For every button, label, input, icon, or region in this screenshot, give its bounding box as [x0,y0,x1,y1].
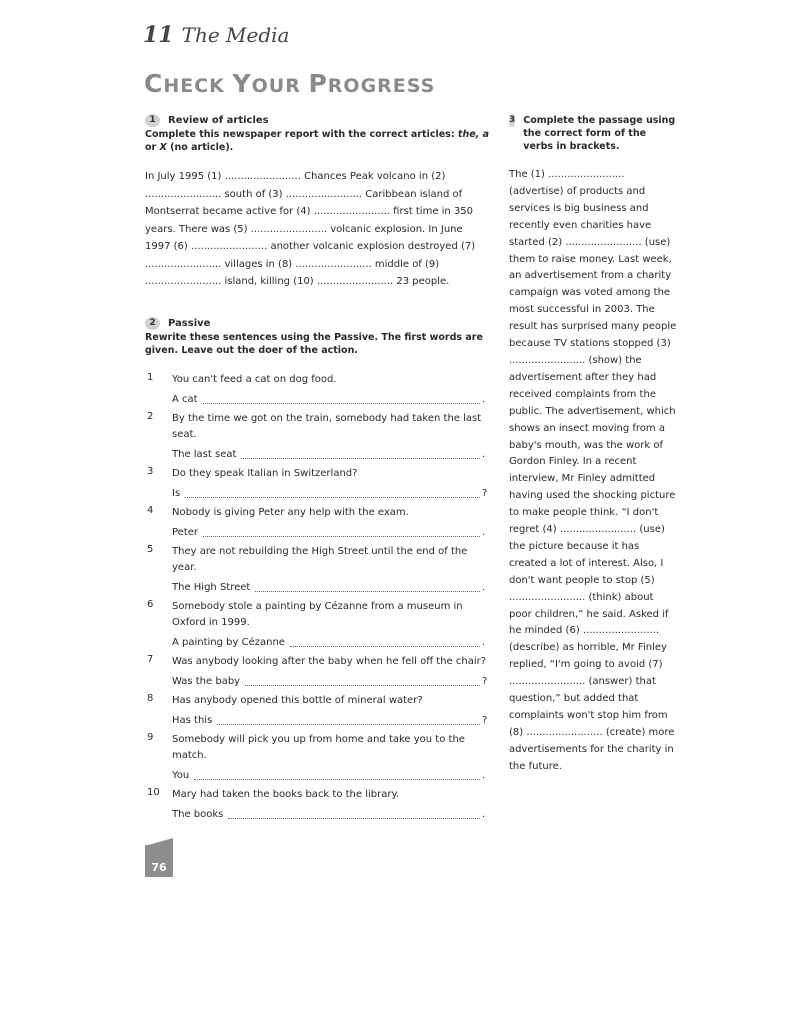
unit-header [143,22,289,48]
answer-line[interactable] [255,579,480,592]
passage-text: (show) the advertisement after they had received complaints from the public. The advertisement, which shows an insect moving from a baby's mouth, was the work of Gordon Finley. In a recent interview, Mr Finley admitted having used the shocking picture to make people think. “I don't regret (4) [509,354,676,536]
article-blank[interactable]: ........................ [295,258,372,270]
exercise-item [145,787,490,826]
exercise-item [145,599,490,654]
item-number: 7 [147,653,154,665]
passage-text: In July 1995 (1) [145,171,225,182]
exercise-item [145,411,490,466]
exercise-number-badge: 3 [509,115,516,125]
exercise-item [145,505,490,544]
exercise-instruction: Complete this newspaper report with the correct articles: the, a or X (no article). [145,129,489,153]
item-number: 8 [147,692,154,704]
exercise-item [145,693,490,732]
answer-line[interactable] [245,673,480,686]
passage-text: 23 people. [393,276,450,287]
charity-advert-passage [509,167,679,776]
passive-items-list [145,372,490,826]
exercise-1-heading [145,114,490,127]
passage-text: Caribbean island of Montserrat became active for (4) [145,188,463,217]
verb-blank[interactable]: ........................ [559,524,637,536]
article-blank[interactable]: ........................ [224,171,301,182]
answer-stem: Is [172,487,181,499]
item-sentence: Mary had taken the books back to the library. [172,788,400,800]
passage-text: Chances Peak volcano in (2) [300,171,446,182]
unit-title: The Media [181,23,290,47]
item-number: 5 [147,543,154,555]
passage-text: (think) about poor children,” he said. Asked if he minded (6) [509,591,669,637]
exercise-number-badge: 2 [145,317,160,330]
right-column [509,114,679,776]
item-number: 2 [147,410,154,422]
passage-text: middle of (9) [371,258,440,270]
exercise-item [145,466,490,505]
answer-line[interactable] [194,767,480,780]
item-sentence: Nobody is giving Peter any help with the exam. [172,506,409,518]
answer-line[interactable] [185,485,480,498]
passage-text: island, killing (10) [221,276,317,287]
item-number: 9 [147,731,154,743]
item-sentence: Has anybody opened this bottle of mineral water? [172,694,423,706]
article-blank[interactable]: ........................ [316,276,394,287]
answer-line[interactable] [228,806,480,819]
item-sentence: Somebody stole a painting by Cézanne from a museum in Oxford in 1999. [172,600,463,628]
page-number: 76 [145,845,173,877]
exercise-item [145,654,490,693]
passage-text: (use) the picture because it has created a lot of interest. Also, I don't want people to stop (5) [509,524,665,586]
verb-blank[interactable]: ........................ [548,169,625,180]
item-number: 4 [147,504,154,516]
answer-end-punctuation: . [482,769,486,781]
exercise-2-heading [145,317,490,330]
answer-stem: The High Street [172,581,251,593]
answer-stem: A cat [172,393,198,405]
answer-stem: Has this [172,714,213,726]
answer-stem: The last seat [172,448,237,460]
article-passage [145,168,490,291]
passage-text: (describe) as horrible, Mr Finley replied, “I'm going to avoid (7) [509,642,667,671]
answer-stem: Was the baby [172,675,241,687]
answer-end-punctuation: ? [482,675,488,687]
article-blank[interactable]: ........................ [250,223,328,235]
exercise-item [145,732,490,787]
answer-stem: Peter [172,526,199,538]
passage-text: another volcanic explosion destroyed (7) [267,241,476,252]
answer-end-punctuation: . [482,636,486,648]
passage-text: (answer) that question,” but added that complaints won't stop him from (8) [509,676,668,738]
answer-end-punctuation: . [482,581,486,593]
answer-end-punctuation: . [482,526,486,538]
left-column [145,114,490,826]
item-number: 10 [147,786,160,798]
passage-text: (create) more advertisements for the charity in the future. [509,726,675,772]
answer-end-punctuation: ? [482,714,488,726]
answer-line[interactable] [203,524,480,537]
exercise-2 [145,317,490,826]
article-blank[interactable]: ........................ [190,241,268,252]
article-blank[interactable]: ........................ [145,188,222,200]
answer-end-punctuation: . [482,448,486,460]
answer-end-punctuation: . [482,393,486,405]
item-sentence: Do they speak Italian in Switzerland? [172,467,358,479]
verb-blank[interactable]: ........................ [509,354,586,366]
passage-text: villages in (8) [221,258,296,270]
verb-blank[interactable]: ........................ [509,676,586,688]
answer-stem: The books [172,808,224,820]
article-blank[interactable]: ........................ [313,206,390,217]
exercise-item [145,372,490,411]
passage-text: (advertise) of products and services is big business and recently even charities have started (2) [509,185,652,248]
article-blank[interactable]: ........................ [285,188,363,200]
answer-line[interactable] [241,446,480,459]
article-blank[interactable]: ........................ [145,258,222,270]
exercise-item [145,544,490,599]
exercise-title: Review of articles [168,115,269,126]
verb-blank[interactable]: ........................ [565,236,642,248]
passage-text: south of (3) [221,188,286,200]
verb-blank[interactable]: ........................ [582,625,660,637]
page-title: CHECK YOUR PROGRESS [144,69,436,98]
item-sentence: They are not rebuilding the High Street until the end of the year. [172,545,468,573]
answer-line[interactable] [217,712,480,725]
verb-blank[interactable]: ........................ [526,726,603,738]
item-sentence: You can't feed a cat on dog food. [172,373,337,385]
answer-stem: You [172,769,190,781]
item-number: 6 [147,598,154,610]
item-sentence: Was anybody looking after the baby when he fell off the chair? [172,655,487,667]
exercise-3-heading [509,114,679,153]
article-blank[interactable]: ........................ [145,276,222,287]
item-sentence: Somebody will pick you up from home and take you to the match. [172,733,465,761]
answer-stem: A painting by Cézanne [172,636,285,648]
item-sentence: By the time we got on the train, somebody had taken the last seat. [172,412,482,440]
unit-number: 11 [143,22,174,48]
passage-text: (use) them to raise money. Last week, an advertisement from a charity campaign was voted among the most successful in 2003. The result has surprised many people because TV stations stopped (3) [509,236,677,350]
passage-text: The (1) [509,169,549,180]
passage-text: volcanic explosion. In June 1997 (6) [145,223,463,252]
answer-line[interactable] [203,391,480,404]
exercise-number-badge: 1 [145,114,160,127]
item-number: 3 [147,465,154,477]
verb-blank[interactable]: ........................ [509,591,586,603]
exercise-instruction: Rewrite these sentences using the Passive. The first words are given. Leave out the doer of the action. [145,331,483,356]
answer-line[interactable] [290,634,480,647]
exercise-1 [145,114,490,291]
answer-end-punctuation: . [482,808,486,820]
exercise-title: Complete the passage using the correct form of the verbs in brackets. [523,115,676,152]
answer-end-punctuation: ? [482,487,488,499]
item-number: 1 [147,371,154,383]
exercise-title: Passive [168,317,211,329]
passage-text: first time in 350 years. There was (5) [145,206,474,235]
